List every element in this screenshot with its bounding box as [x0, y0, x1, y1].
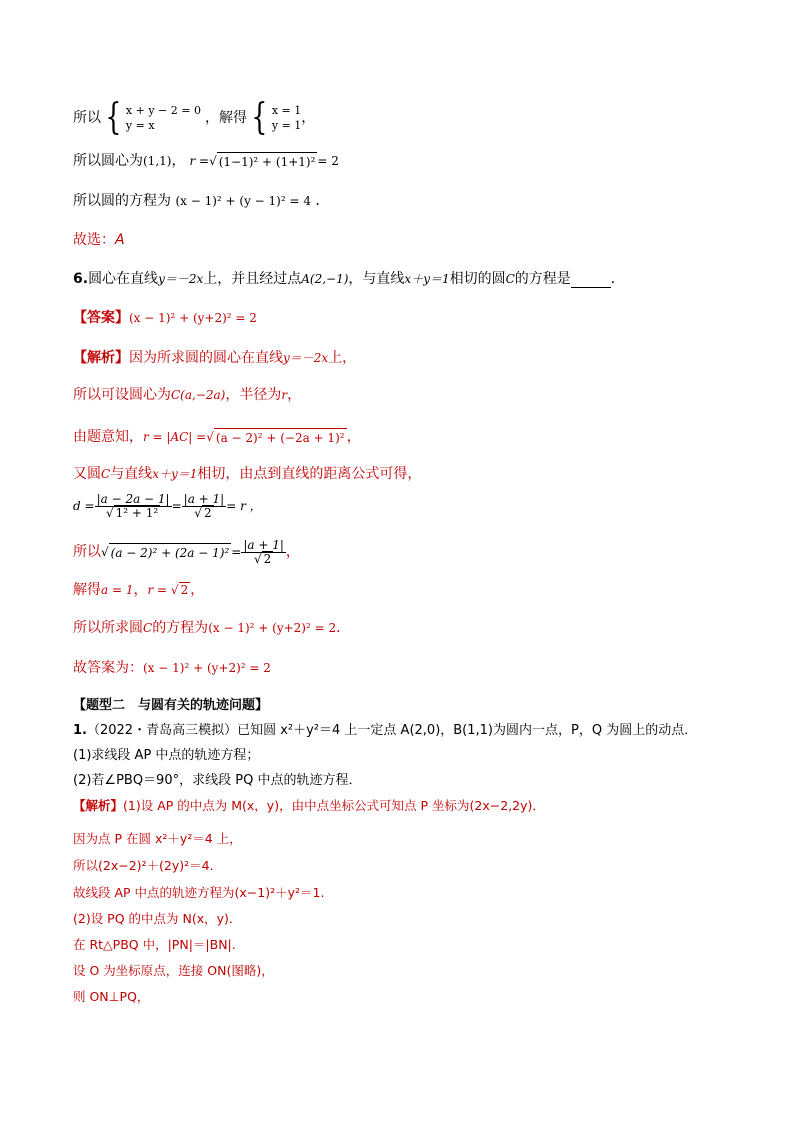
brace-icon: {	[251, 97, 268, 138]
analysis-line-4	[73, 465, 421, 483]
answer-tag: 【答案】	[73, 310, 129, 326]
solution-line-center: 所以圆心为 (1,1) ， r = √ (1−1)² + (1+1)² = 2	[73, 153, 339, 169]
text: ，与直线	[348, 271, 405, 287]
question-6	[73, 270, 625, 288]
text: 因为所求圆的圆心在直线	[129, 350, 283, 366]
text: 相切的圆	[449, 271, 506, 287]
sqrt-expression: 2	[263, 551, 272, 566]
text: ，	[287, 387, 302, 403]
solution-line-5: (2)设 PQ 的中点为 N(x，y)．	[73, 911, 242, 926]
math: A(2,−1)	[301, 272, 349, 286]
analysis-line-2	[73, 386, 301, 404]
analysis-line-9	[73, 659, 271, 677]
text: ，半径为	[225, 387, 282, 403]
solution-line-2: 因为点 P 在圆 x²＋y²＝4 上，	[73, 831, 242, 846]
text: ．	[610, 271, 625, 287]
analysis-tag: 【解析】	[73, 350, 129, 366]
equation: x = 1	[271, 104, 302, 117]
sqrt-expression: 2	[180, 583, 189, 597]
solution-line-4: 故线段 AP 中点的轨迹方程为(x−1)²＋y²＝1.	[73, 885, 325, 900]
problem-source: （2022・青岛高三模拟）	[86, 723, 238, 738]
sqrt-expression: (a − 2)² + (2a − 1)²	[109, 543, 232, 562]
text: ．	[315, 193, 330, 209]
text: 所以可设圆心为	[73, 387, 171, 403]
equation: y = 1	[271, 119, 302, 132]
answer-letter: A	[115, 232, 125, 248]
fraction	[182, 493, 227, 520]
math: y＝－2x	[158, 272, 204, 286]
problem-1-part-2: (2)若∠PBQ＝90°，求线段 PQ 中点的轨迹方程．	[73, 773, 362, 788]
solution-line-7: 设 O 为坐标原点，连接 ON(图略)，	[73, 963, 274, 978]
text: ，	[301, 110, 316, 126]
analysis-tag: 【解析】	[73, 798, 124, 813]
problem-1	[73, 722, 697, 740]
analysis-line-distance	[73, 488, 262, 524]
math: (x − 1)² + (y+2)² = 2	[143, 661, 271, 675]
math: r =	[189, 154, 210, 168]
sqrt-expression: 2	[203, 505, 212, 520]
problem-text: 已知圆 x²＋y²＝4 上一定点 A(2,0)，B(1,1)为圆内一点，P，Q 为圆上的动点．	[237, 723, 698, 738]
math: r =	[147, 583, 171, 597]
solution-line-6: 在 Rt△PBQ 中，|PN|＝|BN|.	[73, 937, 236, 952]
numerator: |a − 2a − 1|	[96, 491, 170, 506]
solution-line-1	[73, 797, 545, 815]
text: 所以圆心为	[73, 153, 143, 169]
math: =	[171, 499, 182, 513]
solution-line-equation	[73, 192, 329, 210]
math: (x − 1)² + (y − 1)² = 4	[175, 194, 311, 208]
text: ，	[285, 544, 300, 560]
math: = r ，	[226, 499, 262, 513]
math: y＝－2x	[283, 351, 329, 365]
text: 相切，由点到直线的距离公式可得，	[197, 466, 422, 482]
equation-system	[101, 97, 201, 138]
fraction	[241, 539, 286, 566]
analysis-line-6: 所以 √ (a − 2)² + (2a − 1)² = $\frac{|a + 1|}{√ 2}$ ，	[73, 537, 300, 566]
sqrt-expression: (1−1)² + (1+1)²	[217, 152, 318, 171]
math: r	[281, 388, 288, 402]
text: ．	[336, 620, 351, 636]
text: 解得	[73, 582, 101, 598]
math: =	[231, 545, 242, 559]
sqrt-expression: 1² + 1²	[115, 505, 159, 520]
text: 圆心在直线	[88, 271, 159, 287]
question-number: 6.	[73, 271, 89, 287]
text: 所以	[73, 110, 101, 126]
denominator: √ 2	[253, 551, 272, 566]
text: ，	[190, 582, 205, 598]
answer-line	[73, 309, 257, 327]
solution-line-8: 则 ON⊥PQ，	[73, 989, 150, 1004]
text: 又圆	[73, 466, 101, 482]
analysis-line-7: 解得a = 1，r = √ 2 ，	[73, 582, 205, 598]
text: 上，并且经过点	[203, 271, 302, 287]
denominator: √ 2	[194, 505, 212, 520]
text: ，	[133, 582, 148, 598]
math: x＋y＝1	[404, 272, 450, 286]
problem-number: 1.	[73, 723, 87, 738]
equation: y = x	[125, 119, 155, 132]
text: 故答案为：	[73, 660, 143, 676]
math: r = |AC| =	[143, 430, 207, 444]
analysis-line-3: 由题意知， r = |AC| = √ (a − 2)² + (−2a + 1)² ，	[73, 429, 361, 445]
text: 所以	[73, 544, 101, 560]
solution-choice	[73, 231, 125, 249]
numerator: |a + 1|	[243, 537, 284, 552]
math: d =	[73, 499, 95, 513]
solution-line-system	[73, 97, 316, 138]
analysis-line-1	[73, 349, 356, 367]
text: 与直线	[110, 466, 153, 482]
text: 由题意知，	[73, 429, 143, 445]
answer-blank	[571, 275, 611, 288]
text: 的方程是	[514, 271, 571, 287]
text: ，解得	[204, 110, 247, 126]
math: = 2	[317, 154, 339, 168]
sqrt-expression: (a − 2)² + (−2a + 1)²	[214, 428, 347, 447]
fraction	[95, 493, 172, 520]
text: 所以所求圆	[73, 620, 143, 636]
math: (1,1)	[143, 154, 172, 168]
equation-system-solution	[247, 97, 302, 138]
math: C	[101, 467, 111, 481]
solution-line-3: 所以(2x−2)²＋(2y)²＝4.	[73, 858, 214, 873]
math: a = 1	[101, 583, 134, 597]
numerator: |a + 1|	[183, 491, 225, 506]
problem-1-part-1: (1)求线段 AP 中点的轨迹方程；	[73, 748, 260, 763]
brace-icon: {	[105, 97, 122, 138]
text: 的方程为	[152, 620, 209, 636]
math: C(a,−2a)	[171, 388, 226, 402]
math: (x − 1)² + (y+2)² = 2	[208, 621, 337, 635]
text: (1)设 AP 的中点为 M(x，y)，由中点坐标公式可知点 P 坐标为(2x−2,2y)．	[123, 798, 545, 813]
text: 故选：	[73, 232, 115, 248]
text: 上，	[328, 350, 357, 366]
text: ，	[346, 429, 361, 445]
analysis-line-8	[73, 619, 350, 637]
denominator: √ 1² + 1²	[105, 505, 159, 520]
text: ，	[171, 153, 186, 169]
section-title: 【题型二 与圆有关的轨迹问题】	[73, 698, 269, 713]
equation: x + y − 2 = 0	[125, 104, 201, 117]
math: C	[143, 621, 153, 635]
math: x＋y＝1	[152, 467, 198, 481]
math: C	[505, 272, 515, 286]
math: (x − 1)² + (y+2)² = 2	[129, 311, 257, 325]
text: 所以圆的方程为	[73, 193, 171, 209]
